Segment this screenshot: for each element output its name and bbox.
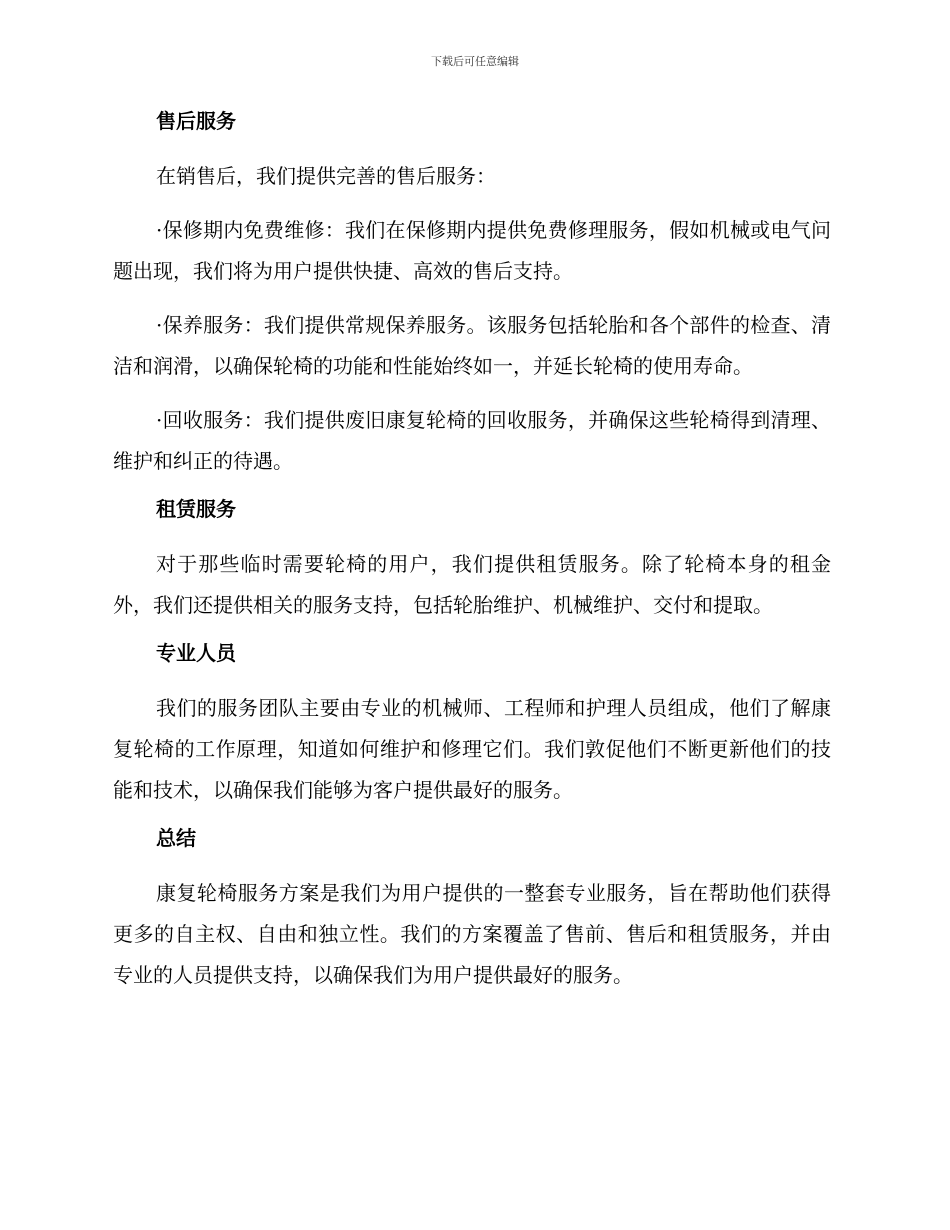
paragraph: 对于那些临时需要轮椅的用户，我们提供租赁服务。除了轮椅本身的租金外，我们还提供相关的服务支持，包括轮胎维护、机械维护、交付和提取。 [113, 552, 831, 617]
page-header: 下载后可任意编辑 [431, 55, 519, 68]
paragraph: 在销售后，我们提供完善的售后服务： [156, 164, 496, 188]
document-body [113, 107, 831, 1009]
section-heading-rental: 租赁服务 [156, 497, 236, 521]
paragraph: ·保养服务：我们提供常规保养服务。该服务包括轮胎和各个部件的检查、清洁和润滑，以确保轮椅的功能和性能始终如一，并延长轮椅的使用寿命。 [113, 313, 831, 378]
paragraph: ·回收服务：我们提供废旧康复轮椅的回收服务，并确保这些轮椅得到清理、维护和纠正的待遇。 [113, 408, 831, 473]
section-heading-summary: 总结 [156, 826, 196, 850]
paragraph: 康复轮椅服务方案是我们为用户提供的一整套专业服务，旨在帮助他们获得更多的自主权、自由和独立性。我们的方案覆盖了售前、售后和租赁服务，并由专业的人员提供支持，以确保我们为用户提供最好的服务。 [113, 881, 831, 987]
paragraph: 我们的服务团队主要由专业的机械师、工程师和护理人员组成，他们了解康复轮椅的工作原理，知道如何维护和修理它们。我们敦促他们不断更新他们的技能和技术，以确保我们能够为客户提供最好的服务。 [113, 696, 831, 802]
paragraph: ·保修期内免费维修：我们在保修期内提供免费修理服务，假如机械或电气问题出现，我们将为用户提供快捷、高效的售后支持。 [113, 218, 831, 283]
section-heading-after-sales: 售后服务 [156, 109, 236, 133]
section-heading-staff: 专业人员 [156, 641, 236, 665]
